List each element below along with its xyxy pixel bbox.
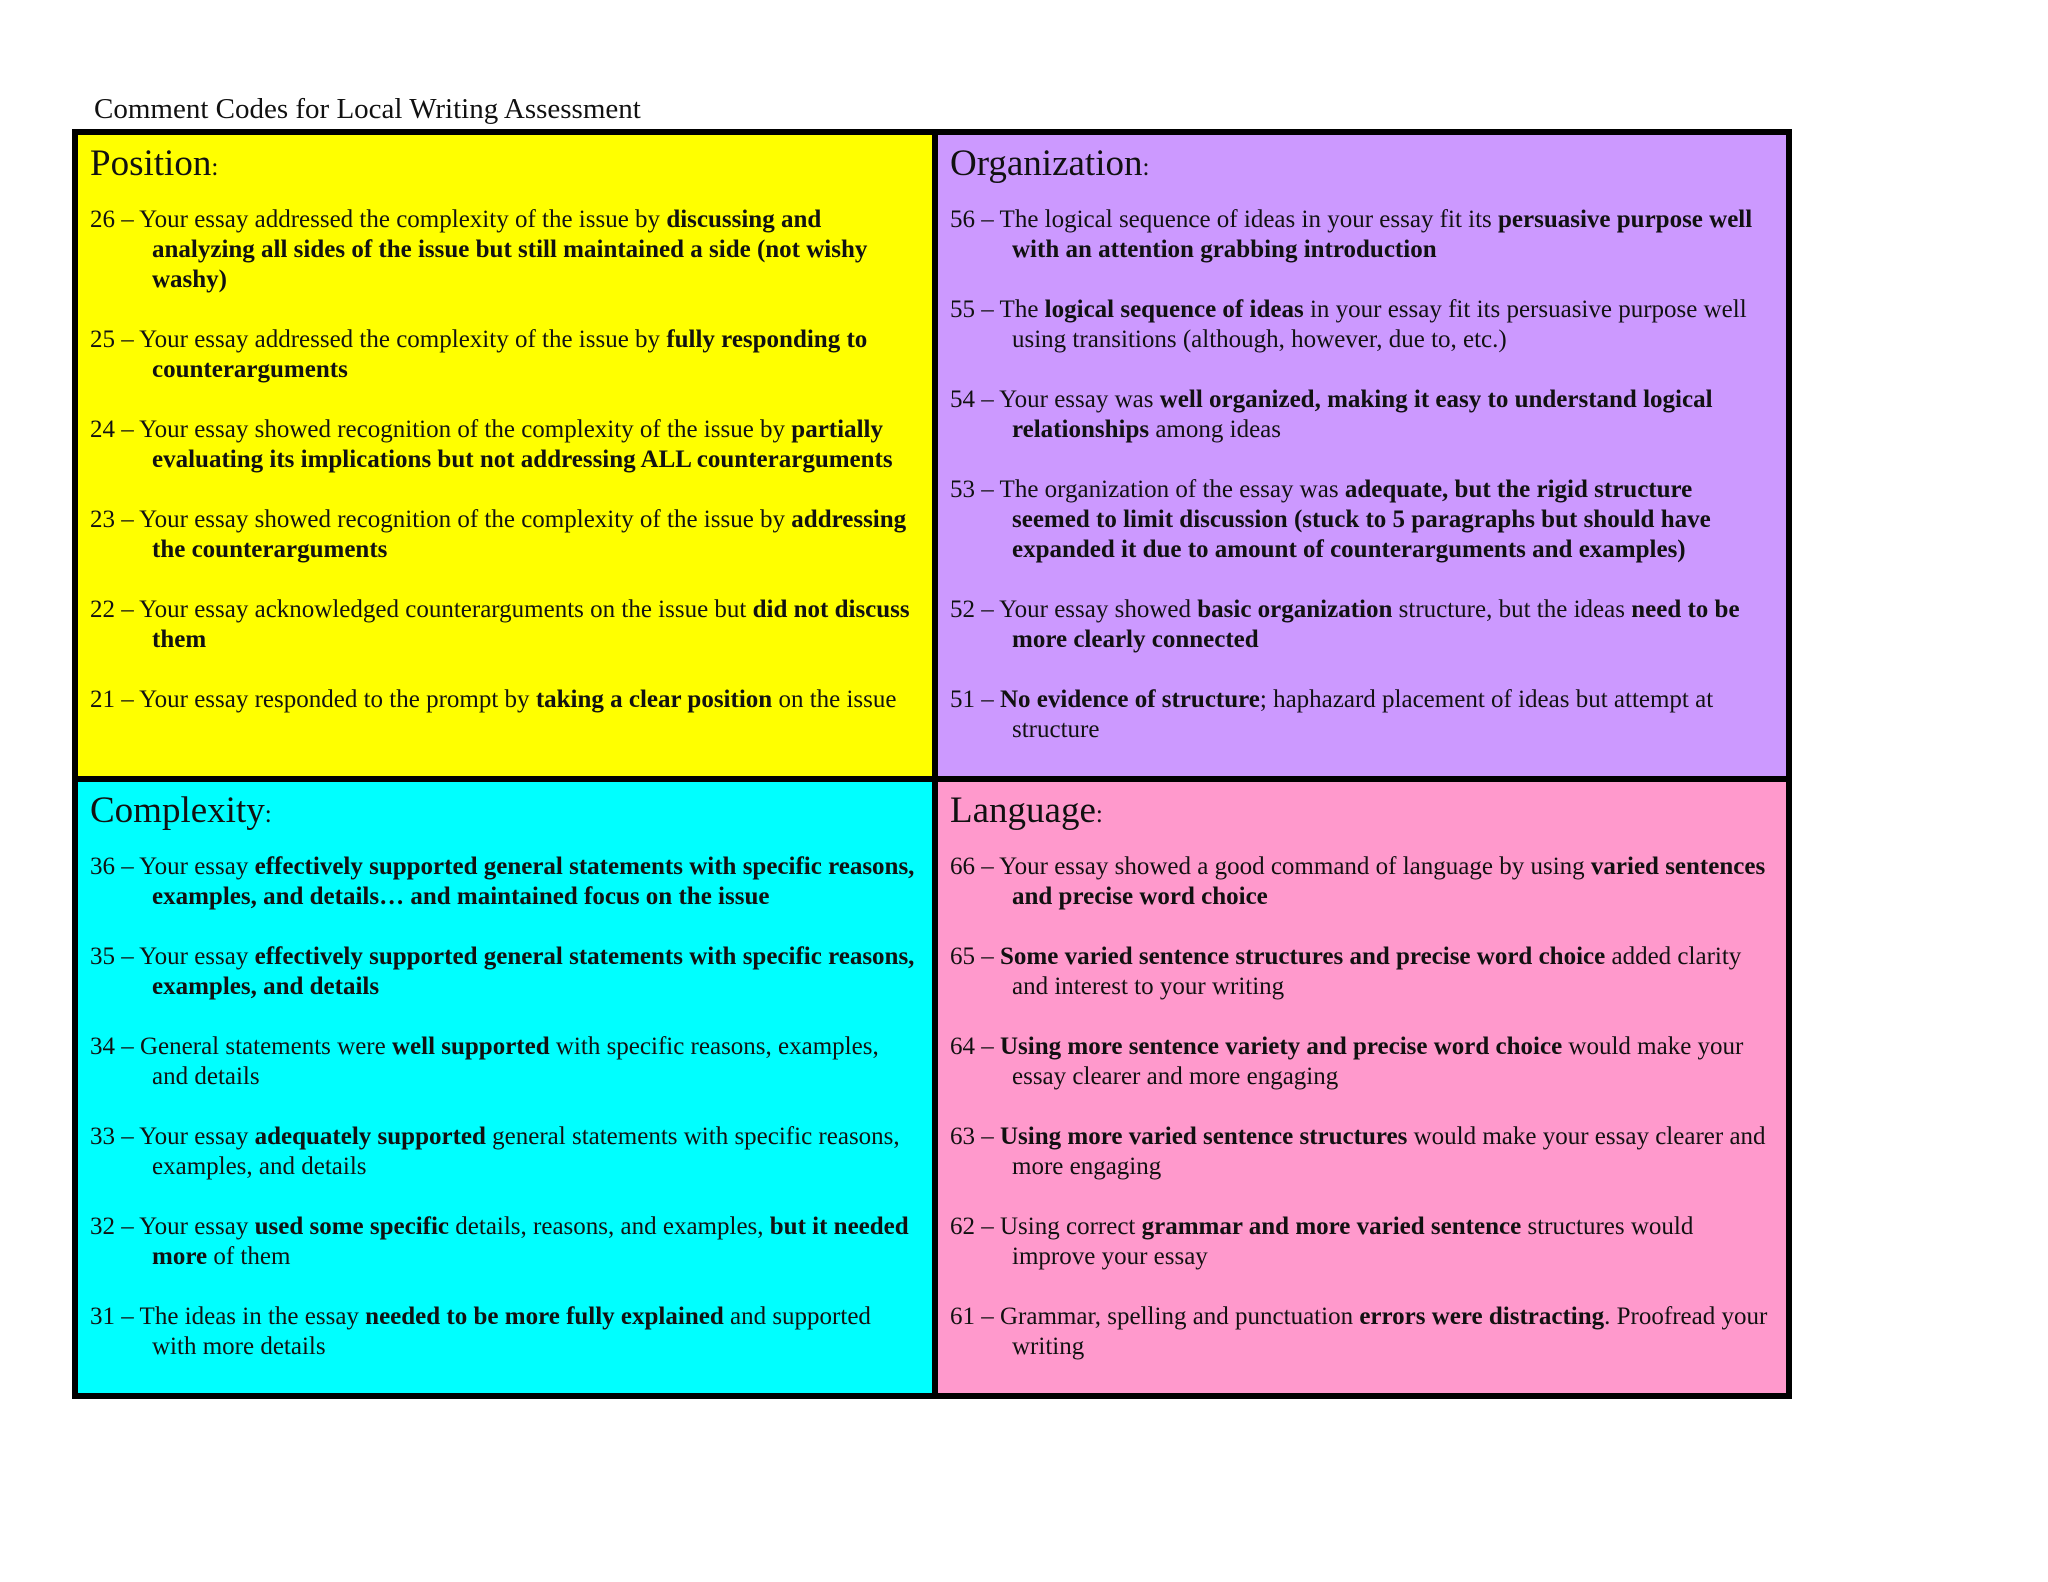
code-text: ; haphazard placement of ideas but attempt at structure <box>1012 686 1714 743</box>
code-text: 34 – General statements were <box>90 1033 392 1060</box>
code-text-bold: did not discuss them <box>152 596 910 653</box>
position-heading-text: Position <box>90 143 212 184</box>
code-text: 23 – Your essay showed recognition of the complexity of the issue by <box>90 506 792 533</box>
complexity-heading <box>90 788 920 838</box>
code-text-bold: effectively supported general statements with specific reasons, examples, and details <box>152 943 915 1000</box>
code-text: . Proofread your writing <box>1012 1303 1768 1360</box>
code-text-bold: persuasive purpose well with an attention grabbing introduction <box>1012 206 1753 263</box>
code-text-bold: need to be more clearly connected <box>1012 596 1740 653</box>
complexity-code-item <box>90 1122 920 1182</box>
code-text: among ideas <box>1149 416 1281 443</box>
code-text: 56 – The logical sequence of ideas in your essay fit its <box>950 206 1499 233</box>
code-text: added clarity and interest to your writing <box>1012 943 1742 1000</box>
position-code-item <box>90 205 920 295</box>
language-code-item <box>950 852 1774 912</box>
code-text: 54 – Your essay was <box>950 386 1160 413</box>
language-code-list <box>950 852 1774 1362</box>
code-text: 26 – Your essay addressed the complexity of the issue by <box>90 206 667 233</box>
complexity-heading-text: Complexity <box>90 790 265 831</box>
complexity-code-item <box>90 1212 920 1272</box>
code-text-bold: Using more sentence variety and precise word choice <box>1000 1033 1563 1060</box>
code-text-bold: grammar and more varied sentence <box>1141 1213 1522 1240</box>
language-code-item <box>950 1302 1774 1362</box>
code-text: 22 – Your essay acknowledged counterarguments on the issue but <box>90 596 753 623</box>
position-heading-colon: : <box>211 154 219 181</box>
code-text: 33 – Your essay <box>90 1123 255 1150</box>
language-heading <box>950 788 1774 838</box>
position-code-list <box>90 205 920 715</box>
code-text: would make your essay clearer and more engaging <box>1012 1123 1766 1180</box>
code-text-bold: addressing the counterarguments <box>152 506 907 563</box>
code-text: 21 – Your essay responded to the prompt by <box>90 686 536 713</box>
complexity-panel <box>78 782 932 1393</box>
code-text: on the issue <box>772 686 897 713</box>
code-text: and supported with more details <box>152 1303 871 1360</box>
language-code-item <box>950 1212 1774 1272</box>
code-text-bold: Using more varied sentence structures <box>1000 1123 1408 1150</box>
code-text-bold: basic organization <box>1197 596 1393 623</box>
code-text-bold: errors were distracting <box>1359 1303 1605 1330</box>
language-code-item <box>950 1032 1774 1092</box>
code-text: 66 – Your essay showed a good command of language by using <box>950 853 1591 880</box>
code-text-bold: taking a clear position <box>535 686 773 713</box>
code-text: 51 – <box>950 686 1000 713</box>
code-text: 64 – <box>950 1033 1000 1060</box>
position-code-item <box>90 415 920 475</box>
position-code-item <box>90 595 920 655</box>
code-text: structure, but the ideas <box>1392 596 1632 623</box>
code-text-bold: partially evaluating its implications but not addressing ALL counterarguments <box>152 416 893 473</box>
code-text-bold: but it needed more <box>152 1213 909 1270</box>
language-code-item <box>950 1122 1774 1182</box>
language-panel <box>938 782 1786 1393</box>
code-text: general statements with specific reasons, examples, and details <box>152 1123 900 1180</box>
code-text-bold: used some specific <box>254 1213 450 1240</box>
complexity-code-item <box>90 852 920 912</box>
document-title: Comment Codes for Local Writing Assessment <box>94 93 641 125</box>
complexity-code-list <box>90 852 920 1362</box>
code-text: 25 – Your essay addressed the complexity of the issue by <box>90 326 667 353</box>
code-text-bold: adequate, but the rigid structure seemed to limit discussion (stuck to 5 paragraphs but should have expanded it due to amount of counterarguments and examples) <box>1012 476 1711 563</box>
organization-code-item <box>950 385 1774 445</box>
position-code-item <box>90 505 920 565</box>
complexity-code-item <box>90 1032 920 1092</box>
position-code-item <box>90 325 920 385</box>
organization-panel <box>938 135 1786 776</box>
code-text: 36 – Your essay <box>90 853 255 880</box>
code-text: structures would improve your essay <box>1012 1213 1694 1270</box>
code-text-bold: logical sequence of ideas <box>1044 296 1304 323</box>
organization-code-list <box>950 205 1774 745</box>
code-text: 31 – The ideas in the essay <box>90 1303 366 1330</box>
code-text: 52 – Your essay showed <box>950 596 1198 623</box>
code-text-bold: effectively supported general statements with specific reasons, examples, and details… and maintained focus on the issue <box>152 853 915 910</box>
code-text-bold: Some varied sentence structures and precise word choice <box>1000 943 1606 970</box>
code-text-bold: well supported <box>391 1033 550 1060</box>
organization-heading <box>950 141 1774 191</box>
code-text-bold: fully responding to counterarguments <box>152 326 868 383</box>
code-text: 35 – Your essay <box>90 943 255 970</box>
code-text-bold: varied sentences and precise word choice <box>1012 853 1766 910</box>
code-text: 32 – Your essay <box>90 1213 255 1240</box>
code-text-bold: discussing and analyzing all sides of the issue but still maintained a side (not wishy washy) <box>152 206 868 293</box>
code-text-bold: well organized, making it easy to understand logical relationships <box>1012 386 1713 443</box>
complexity-code-item <box>90 1302 920 1362</box>
organization-heading-colon: : <box>1142 154 1150 181</box>
language-code-item <box>950 942 1774 1002</box>
organization-code-item <box>950 595 1774 655</box>
code-text: 61 – Grammar, spelling and punctuation <box>950 1303 1360 1330</box>
code-text: 63 – <box>950 1123 1000 1150</box>
organization-code-item <box>950 475 1774 565</box>
organization-heading-text: Organization <box>950 143 1143 184</box>
organization-code-item <box>950 295 1774 355</box>
code-text: 24 – Your essay showed recognition of the complexity of the issue by <box>90 416 792 443</box>
organization-code-item <box>950 685 1774 745</box>
language-heading-text: Language <box>950 790 1096 831</box>
position-heading <box>90 141 920 191</box>
position-code-item <box>90 685 920 715</box>
code-text-bold: needed to be more fully explained <box>365 1303 724 1330</box>
code-text: would make your essay clearer and more engaging <box>1012 1033 1744 1090</box>
code-text: 62 – Using correct <box>950 1213 1142 1240</box>
code-text: with specific reasons, examples, and details <box>152 1033 879 1090</box>
code-text: in your essay fit its persuasive purpose well using transitions (although, however, due to, etc.) <box>1012 296 1747 353</box>
code-text-bold: adequately supported <box>254 1123 486 1150</box>
position-panel <box>78 135 932 776</box>
code-text: details, reasons, and examples, <box>449 1213 770 1240</box>
complexity-heading-colon: : <box>264 801 272 828</box>
comment-codes-grid <box>72 129 1792 1399</box>
code-text: 55 – The <box>950 296 1045 323</box>
complexity-code-item <box>90 942 920 1002</box>
language-heading-colon: : <box>1095 801 1103 828</box>
code-text: 53 – The organization of the essay was <box>950 476 1345 503</box>
code-text-bold: No evidence of structure <box>1000 686 1260 713</box>
code-text: of them <box>207 1243 291 1270</box>
organization-code-item <box>950 205 1774 265</box>
code-text: 65 – <box>950 943 1000 970</box>
